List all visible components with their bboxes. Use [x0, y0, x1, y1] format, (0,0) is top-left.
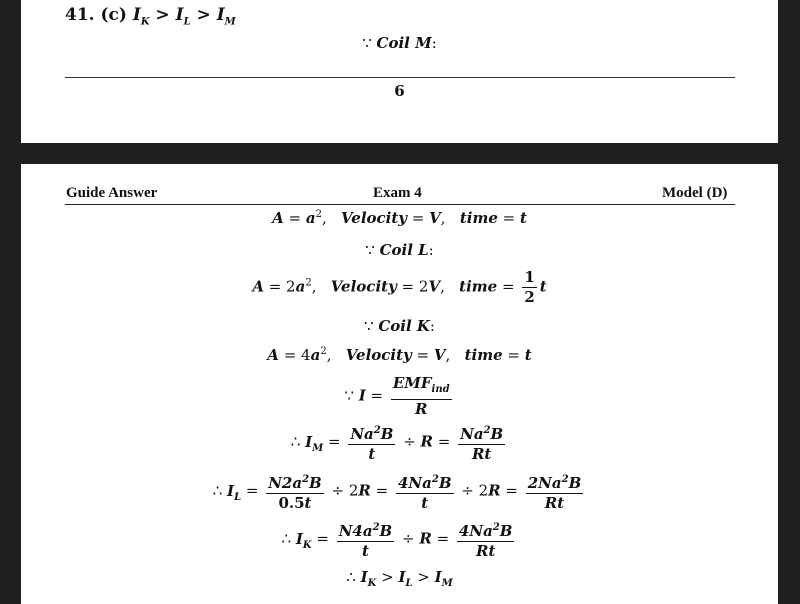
- previous-page: [21, 0, 778, 143]
- coil-m-values: $A = a^2$, Velocity = V, time = t: [272, 209, 527, 227]
- coil-l-label: ∵ Coil L:: [365, 241, 434, 259]
- footer-divider: [65, 77, 735, 78]
- question-title: 41. (c) $I_K > I_L > I_M$: [65, 5, 236, 28]
- coil-k-values: $A = 4a^2$, Velocity = V, time = t: [267, 346, 532, 364]
- header-model: Model (D): [662, 185, 728, 201]
- current-coil-l: ∴ $I_L$ = $\frac{N2a^2B}{0.5t}$ ÷ 2R = $\frac{4Na^2B}{t}$ ÷ 2R = $\frac{2Na^2B}{Rt}$: [21, 470, 778, 513]
- question-number: 41. (c): [65, 5, 133, 25]
- coil-m-label: ∵ Coil M:: [362, 34, 437, 52]
- coil-k-label: ∵ Coil K:: [364, 317, 435, 335]
- current-coil-k: ∴ $I_K$ = $\frac{N4a^2B}{t}$ ÷ R = $\frac{4Na^2B}{Rt}$: [21, 518, 778, 561]
- header-exam-number: Exam 4: [373, 185, 422, 201]
- current-formula: ∵ I = $\frac{EMF_{ind}}{R}$: [344, 374, 450, 418]
- half-fraction: $\frac{1}{2}$: [524, 268, 535, 306]
- coil-l-values: $A = 2a^2$, Velocity = 2V, time = $\frac{1}{2}$ t: [252, 268, 547, 306]
- conclusion: ∴ $I_K > I_L > I_M$: [346, 568, 453, 589]
- header-divider: [65, 204, 735, 205]
- header-guide-answer: Guide Answer: [66, 185, 158, 201]
- current-page: [21, 164, 778, 604]
- current-coil-m: ∴ $I_M$ = $\frac{Na^2B}{t}$ ÷ R = $\frac{Na^2B}{Rt}$: [21, 421, 778, 464]
- page-number: 6: [394, 82, 405, 100]
